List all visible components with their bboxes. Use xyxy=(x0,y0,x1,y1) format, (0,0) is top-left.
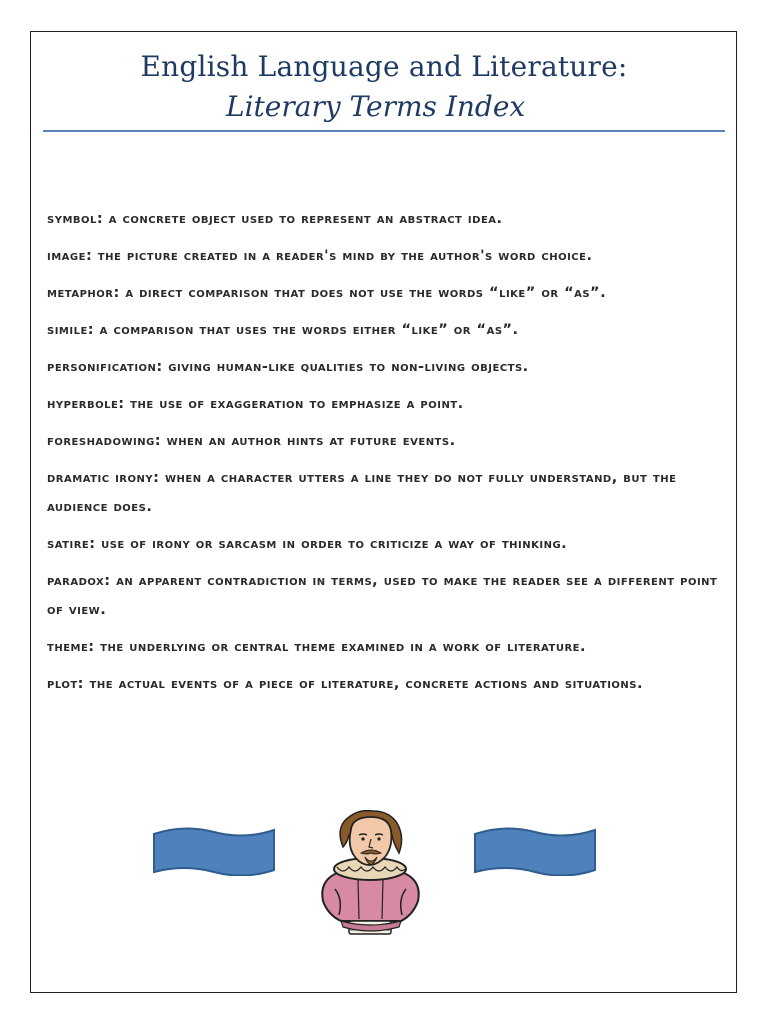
term-definition: the use of exaggeration to emphasize a point. xyxy=(124,396,464,412)
term-dramatic-irony xyxy=(47,464,727,522)
left-banner-ribbon xyxy=(152,826,276,876)
term-simile xyxy=(47,316,727,345)
term-plot xyxy=(47,670,727,699)
term-metaphor xyxy=(47,279,727,308)
title-divider xyxy=(43,130,725,132)
term-name: theme: xyxy=(47,639,95,655)
term-name: symbol: xyxy=(47,211,104,227)
term-theme xyxy=(47,633,727,662)
term-name: paradox: xyxy=(47,573,111,589)
term-definition: when a character utters a line they do not fully understand, but the audience does. xyxy=(47,470,677,515)
term-satire xyxy=(47,530,727,559)
literary-terms-list xyxy=(47,205,727,707)
term-personification xyxy=(47,353,727,382)
term-definition: giving human-like qualities to non-living objects. xyxy=(162,359,529,375)
term-definition: a concrete object used to represent an abstract idea. xyxy=(103,211,503,227)
term-foreshadowing xyxy=(47,427,727,456)
term-definition: the actual events of a piece of literature, concrete actions and situations. xyxy=(83,676,644,692)
page-subtitle: Literary Terms Index xyxy=(226,90,526,123)
term-definition: a direct comparison that does not use the words “like” or “as”. xyxy=(119,285,607,301)
term-name: simile: xyxy=(47,322,95,338)
term-name: personification: xyxy=(47,359,163,375)
term-hyperbole xyxy=(47,390,727,419)
term-definition: a comparison that uses the words either “like” or “as”. xyxy=(94,322,519,338)
term-name: plot: xyxy=(47,676,84,692)
term-paradox xyxy=(47,567,727,625)
term-name: hyperbole: xyxy=(47,396,125,412)
term-name: image: xyxy=(47,248,93,264)
term-name: foreshadowing: xyxy=(47,433,162,449)
term-symbol xyxy=(47,205,727,234)
term-name: dramatic irony: xyxy=(47,470,160,486)
term-definition: the picture created in a reader's mind by the author's word choice. xyxy=(92,248,593,264)
term-image xyxy=(47,242,727,271)
term-name: metaphor: xyxy=(47,285,120,301)
term-definition: when an author hints at future events. xyxy=(161,433,456,449)
term-definition: use of irony or sarcasm in order to criticize a way of thinking. xyxy=(95,536,568,552)
term-definition: an apparent contradiction in terms, used to make the reader see a different point of view. xyxy=(47,573,718,618)
term-definition: the underlying or central theme examined in a work of literature. xyxy=(94,639,586,655)
page-title: English Language and Literature: xyxy=(140,50,628,83)
shakespeare-bust-illustration xyxy=(313,803,428,943)
right-banner-ribbon xyxy=(473,826,597,876)
term-name: satire: xyxy=(47,536,96,552)
